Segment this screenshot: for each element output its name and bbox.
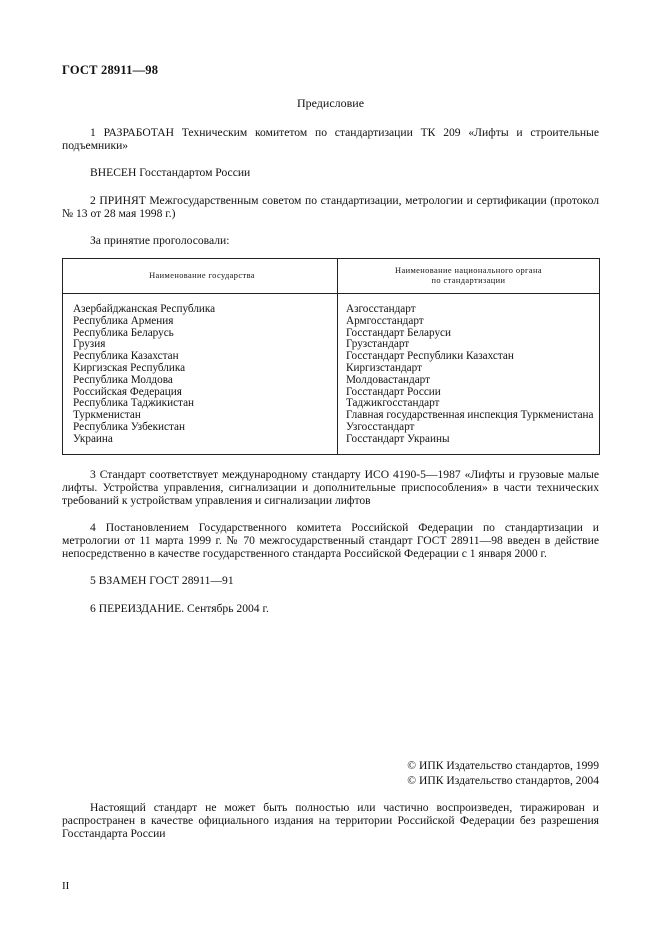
state-name: Грузия	[73, 338, 106, 351]
standards-body-name: Узгосстандарт	[346, 420, 415, 433]
table-header-body	[338, 259, 600, 294]
paragraph-resolution: 4 Постановлением Государственного комитета Российской Федерации по стандартизации и метрологии от 11 марта 1999 г. № 70 межгосударственный стандарт ГОСТ 28911—98 введен в действие непосредственно в качестве государственного стандарта Российской Федерации с 1 января 2000 г.	[62, 521, 599, 560]
states-table	[62, 258, 600, 455]
table-header-row	[63, 259, 600, 294]
standards-body-name: Армгосстандарт	[346, 314, 424, 327]
reproduction-notice: Настоящий стандарт не может быть полностью или частично воспроизведен, тиражирован и распространен в качестве официального издания на территории Российской Федерации без разрешения Госстандарта России	[62, 801, 599, 840]
state-name: Российская Федерация	[73, 385, 182, 398]
standards-body-name: Молдовастандарт	[346, 373, 431, 386]
state-name: Украина	[73, 432, 113, 445]
paragraph-developed: 1 РАЗРАБОТАН Техническим комитетом по стандартизации ТК 209 «Лифты и строительные подъемники»	[62, 126, 599, 152]
paragraph-correspondence: 3 Стандарт соответствует международному стандарту ИСО 4190-5—1987 «Лифты и грузовые малые лифты. Устройства управления, сигнализации и дополнительные приспособления» в части технических требований к устройствам управления и сигнализации лифтов	[62, 468, 599, 507]
document-code: ГОСТ 28911—98	[62, 63, 159, 77]
paragraph-replaces: 5 ВЗАМЕН ГОСТ 28911—91	[90, 574, 234, 587]
state-name: Республика Таджикистан	[73, 397, 195, 410]
table-header-body-line1: Наименование национального органа	[395, 266, 542, 275]
table-header-state: Наименование государства	[63, 259, 338, 294]
state-name: Республика Молдова	[73, 373, 173, 386]
paragraph-introduced: ВНЕСЕН Госстандартом России	[90, 166, 251, 179]
paragraph-adopted: 2 ПРИНЯТ Межгосударственным советом по стандартизации, метрологии и сертификации (протокол № 13 от 28 мая 1998 г.)	[62, 194, 599, 220]
state-column	[63, 294, 338, 455]
state-name: Республика Узбекистан	[73, 420, 185, 433]
body-column	[338, 294, 600, 455]
page-number: II	[62, 880, 70, 892]
copyright-2004: © ИПК Издательство стандартов, 2004	[407, 774, 599, 787]
table-header-body-line2: по стандартизации	[431, 276, 506, 285]
standards-body-name: Киргизстандарт	[346, 361, 422, 374]
paragraph-voted: За принятие проголосовали:	[90, 234, 230, 247]
standards-body-name: Таджикгосстандарт	[346, 397, 440, 410]
standards-body-name: Госстандарт России	[346, 385, 441, 398]
standards-body-name: Главная государственная инспекция Туркменистана	[346, 409, 594, 422]
standards-body-name: Грузстандарт	[346, 338, 410, 351]
state-name: Республика Казахстан	[73, 350, 179, 363]
table-row	[63, 294, 600, 455]
copyright-1999: © ИПК Издательство стандартов, 1999	[407, 759, 599, 772]
paragraph-reissue: 6 ПЕРЕИЗДАНИЕ. Сентябрь 2004 г.	[90, 602, 269, 615]
standards-body-name: Азгосстандарт	[346, 303, 416, 315]
standards-body-name: Госстандарт Украины	[346, 432, 450, 445]
state-name: Республика Беларусь	[73, 326, 174, 339]
standards-body-name: Госстандарт Беларуси	[346, 326, 451, 339]
section-title: Предисловие	[296, 96, 365, 110]
state-name: Азербайджанская Республика	[73, 303, 216, 315]
state-name: Республика Армения	[73, 314, 174, 327]
state-name: Туркменистан	[73, 409, 141, 422]
standards-body-name: Госстандарт Республики Казахстан	[346, 350, 514, 363]
state-name: Киргизская Республика	[73, 361, 186, 374]
